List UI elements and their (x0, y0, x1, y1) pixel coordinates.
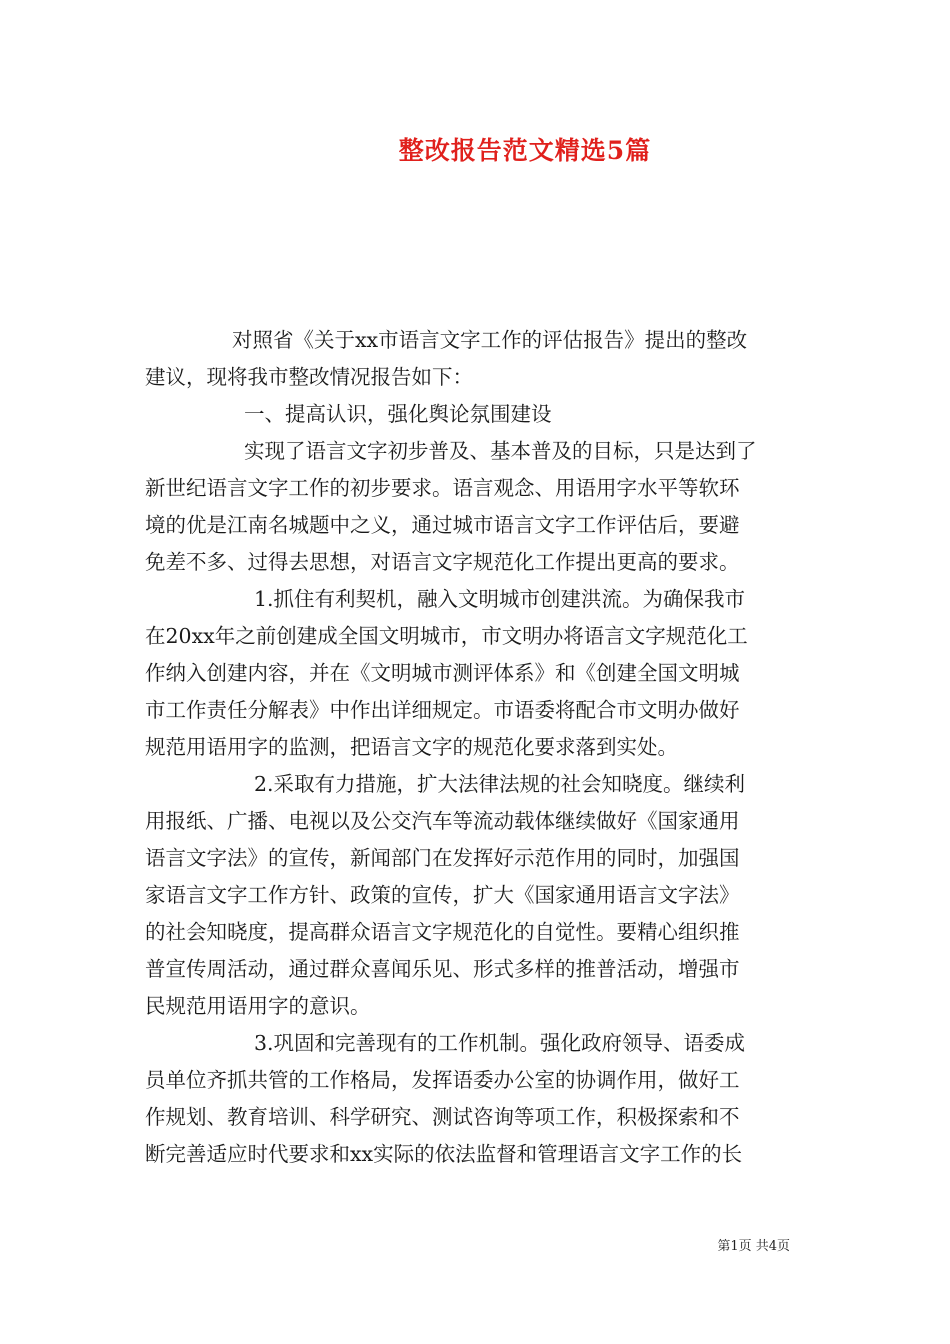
paragraph-line: 普宣传周活动，通过群众喜闻乐见、形式多样的推普活动，增强市 (145, 957, 740, 981)
document-title: 整改报告范文精选5篇 (398, 136, 652, 165)
page-number: 第1页 共4页 (717, 1239, 790, 1254)
paragraph-line: 对照省《关于xx市语言文字工作的评估报告》提出的整改 (232, 328, 748, 352)
paragraph-line: 作规划、教育培训、科学研究、测试咨询等项工作，积极探索和不 (145, 1105, 740, 1129)
paragraph-line: 的社会知晓度，提高群众语言文字规范化的自觉性。要精心组织推 (145, 920, 740, 944)
paragraph-line: 语言文字法》的宣传，新闻部门在发挥好示范作用的同时，加强国 (145, 846, 740, 870)
paragraph-line: 实现了语言文字初步普及、基本普及的目标，只是达到了 (244, 439, 757, 463)
paragraph-line: 1.抓住有利契机，融入文明城市创建洪流。为确保我市 (254, 587, 746, 611)
paragraph-line: 断完善适应时代要求和xx实际的依法监督和管理语言文字工作的长 (145, 1142, 743, 1166)
section-heading: 一、提高认识，强化舆论氛围建设 (244, 402, 552, 426)
paragraph-line: 境的优是江南名城题中之义，通过城市语言文字工作评估后，要避 (145, 513, 740, 537)
paragraph-line: 规范用语用字的监测，把语言文字的规范化要求落到实处。 (145, 735, 678, 759)
paragraph-line: 建议，现将我市整改情况报告如下： (145, 365, 473, 389)
paragraph-line: 家语言文字工作方针、政策的宣传，扩大《国家通用语言文字法》 (145, 883, 740, 907)
paragraph-line: 用报纸、广播、电视以及公交汽车等流动载体继续做好《国家通用 (145, 809, 740, 833)
paragraph-line: 3.巩固和完善现有的工作机制。强化政府领导、语委成 (254, 1031, 746, 1055)
paragraph-line: 2.采取有力措施，扩大法律法规的社会知晓度。继续利 (254, 772, 746, 796)
paragraph-line: 免差不多、过得去思想，对语言文字规范化工作提出更高的要求。 (145, 550, 740, 574)
paragraph-line: 民规范用语用字的意识。 (145, 994, 371, 1018)
paragraph-line: 员单位齐抓共管的工作格局，发挥语委办公室的协调作用，做好工 (145, 1068, 740, 1092)
paragraph-line: 在20xx年之前创建成全国文明城市，市文明办将语言文字规范化工 (145, 624, 748, 648)
paragraph-line: 新世纪语言文字工作的初步要求。语言观念、用语用字水平等软环 (145, 476, 740, 500)
paragraph-line: 作纳入创建内容，并在《文明城市测评体系》和《创建全国文明城 (145, 661, 740, 685)
paragraph-line: 市工作责任分解表》中作出详细规定。市语委将配合市文明办做好 (145, 698, 740, 722)
